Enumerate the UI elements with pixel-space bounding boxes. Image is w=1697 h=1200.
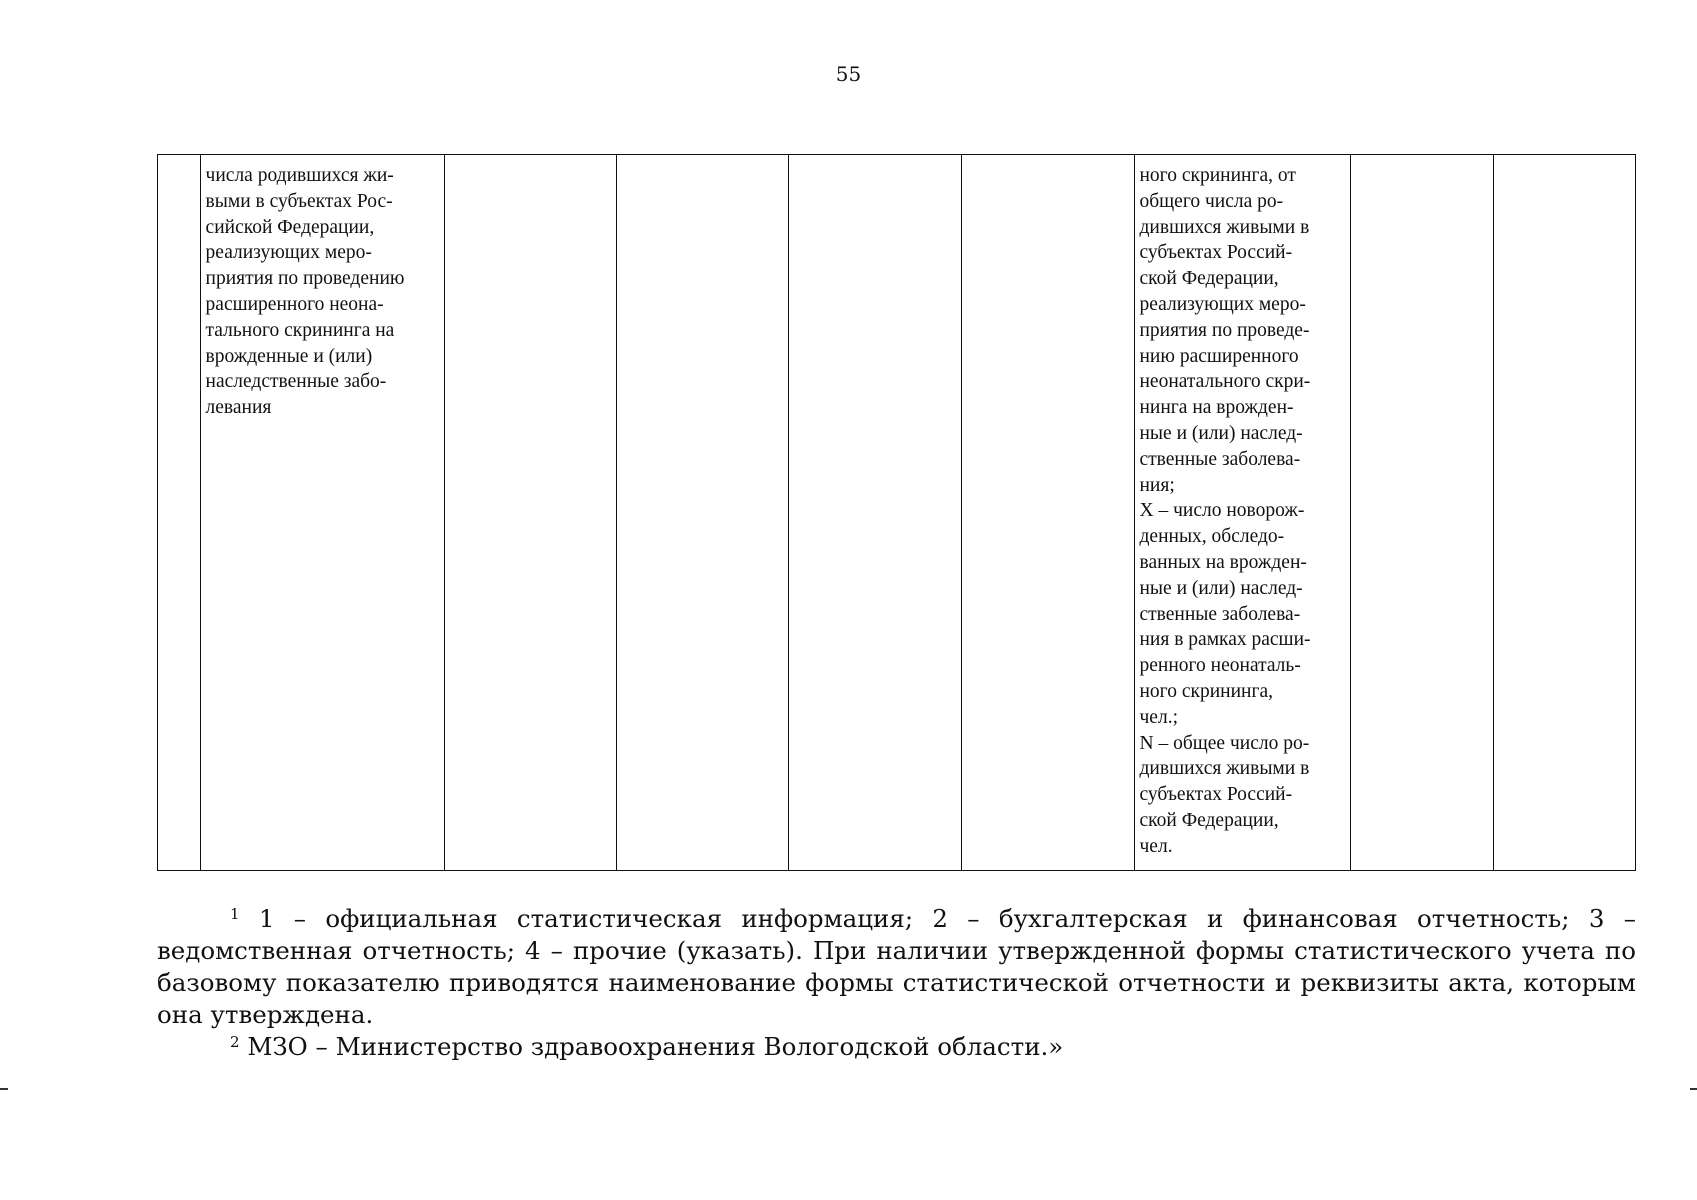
formula-description-text: ного скрининга, от общего числа ро- дившихся живыми в субъектах Россий- ской Федерации, реализующих меро- приятия по проведе- нию расширенного неонатального скри- нинга на врожден- ные и (или) наслед- ственные заболева- ния; X – число новорож- денных, обследо- ванных на врожден- ные и (или) наслед- ственные заболева- ния в рамках расши- ренного неонаталь- ного скрининга, чел.; N – общее число ро- дившихся живыми в субъектах Россий- ской Федерации, чел.	[1139, 165, 1311, 857]
footnote-2-text: МЗО – Министерство здравоохранения Вологодской области.»	[239, 1032, 1064, 1061]
footnote-1-text: 1 – официальная статистическая информация; 2 – бухгалтерская и финансовая отчетность; 3 – ведомственная отчетность; 4 – прочие (указать). При наличии утвержденной формы статистического учета по базовому показателю приводятся наименование формы статистической отчетности и реквизиты акта, которым она утверждена.	[157, 904, 1636, 1029]
table-cell-empty	[444, 155, 616, 871]
table-cell-formula-description	[1134, 155, 1351, 871]
table-row	[158, 155, 1636, 871]
table-cell-empty	[962, 155, 1134, 871]
footnote-2-marker: 2	[230, 1033, 240, 1051]
footnotes	[157, 903, 1636, 1063]
footnote-1-marker: 1	[230, 905, 240, 923]
page-number: 55	[835, 62, 862, 86]
indicator-text: числа родившихся жи- выми в субъектах Рос- сийской Федерации, реализующих меро- приятия по проведению расширенного неона- тального скрининга на врожденные и (или) наследственные забо- левания	[205, 165, 405, 419]
table-cell-empty	[1351, 155, 1494, 871]
table-cell-empty	[789, 155, 962, 871]
footnote-1	[157, 903, 1636, 1031]
indicator-table	[157, 154, 1636, 871]
footnote-2	[157, 1031, 1636, 1063]
scan-mark-left	[0, 1088, 8, 1090]
table-cell-empty	[616, 155, 788, 871]
table-cell-indicator	[200, 155, 444, 871]
table-cell-number	[158, 155, 201, 871]
scan-mark-right	[1690, 1088, 1697, 1090]
table-cell-empty	[1494, 155, 1636, 871]
